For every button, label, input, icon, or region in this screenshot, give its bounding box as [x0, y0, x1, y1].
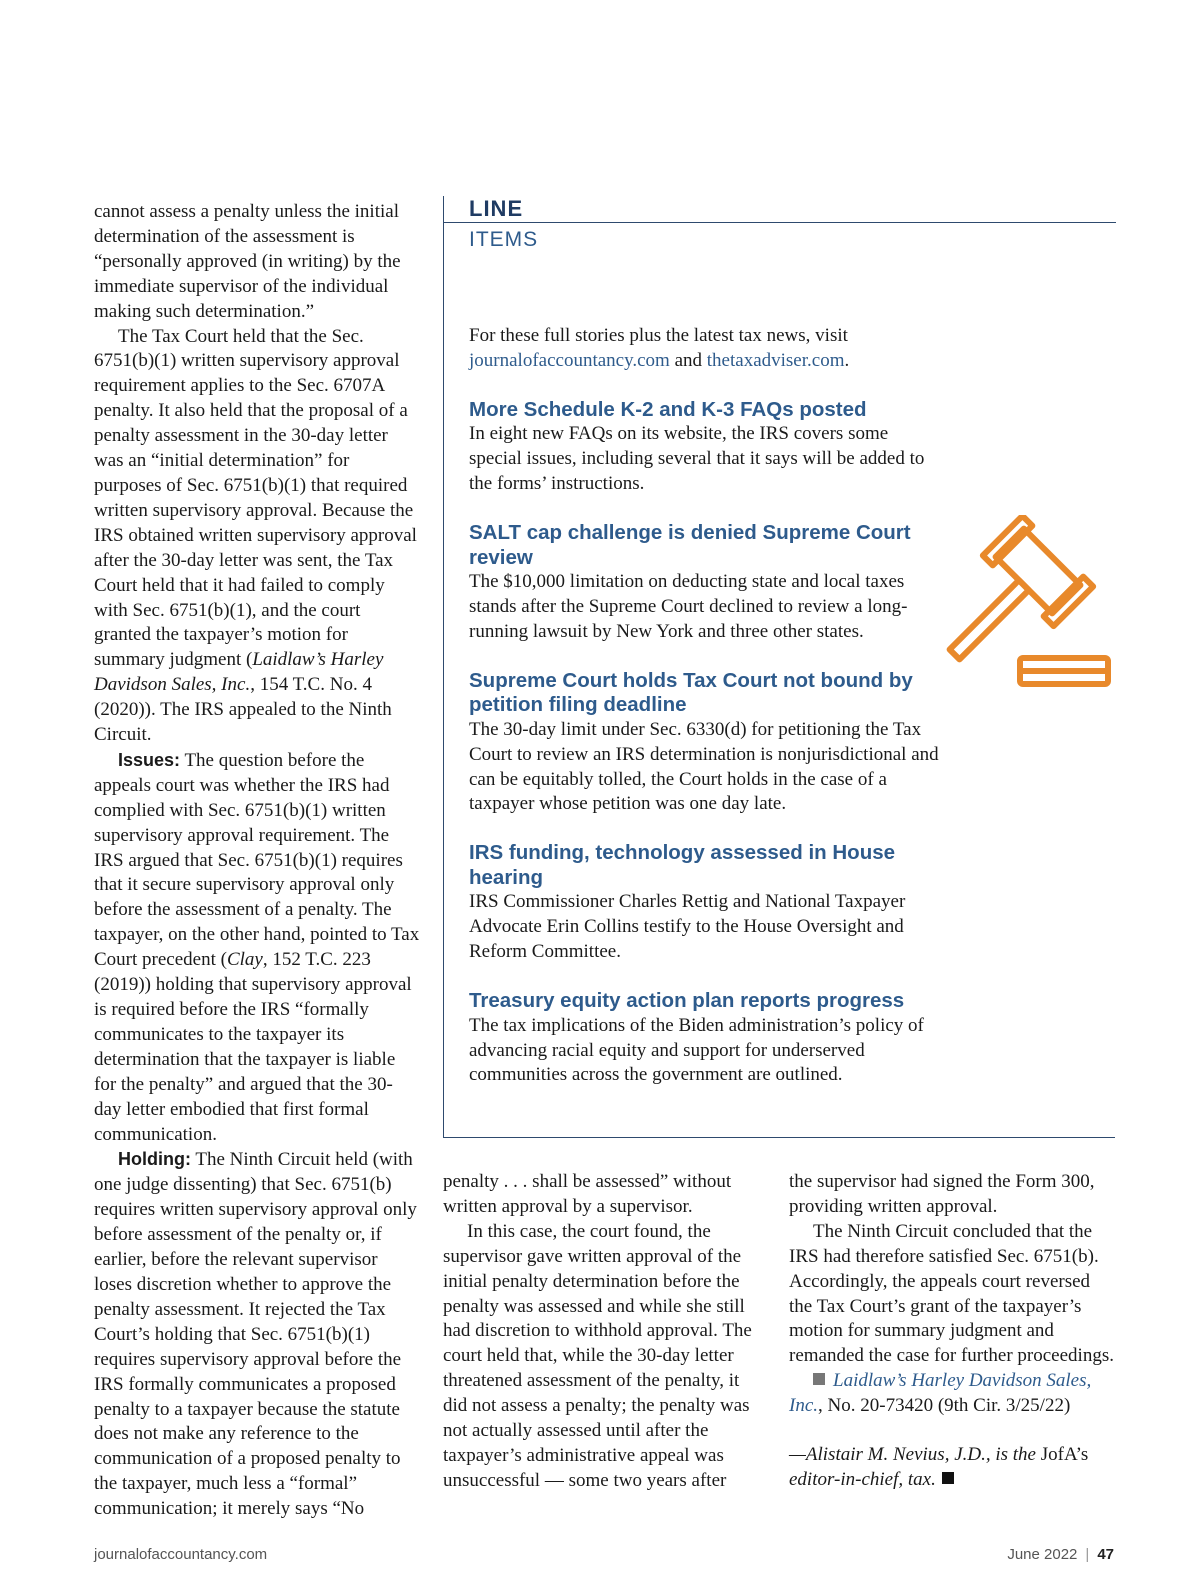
case-citation-paragraph: Laidlaw’s Harley Davidson Sales, Inc., No. 20-73420 (9th Cir. 3/25/22) [789, 1370, 1092, 1417]
gavel-head-cap-left [983, 516, 1032, 565]
article-left-column [94, 200, 420, 1522]
story-item [469, 521, 939, 645]
issues-paragraph: Issues: The question before the appeals court was whether the IRS had complied with Sec. 6751(b)(1) written supervisory approval requirement. The IRS argued that Sec. 6751(b)(1) requires that it secure supervisory approval only before the assessment of a penalty. The taxpayer, on the other hand, pointed to Tax Court precedent (Clay, 152 T.C. 223 (2019)) holding that supervisory approval is required before the IRS “formally communicates to the taxpayer its determination that the taxpayer is liable for the penalty” and argued that the 30-day letter embodied that first formal communication. [94, 749, 420, 1145]
story-item [469, 398, 939, 497]
gavel-icon [940, 515, 1115, 690]
sidebar-body [469, 324, 939, 1088]
holding-paragraph: Holding: The Ninth Circuit held (with one judge dissenting) that Sec. 6751(b) requires written supervisory approval only before assessment of the penalty or, if earlier, before the relevant supervisor loses discretion whether to approve the penalty assessment. It rejected the Tax Court’s holding that Sec. 6751(b)(1) requires supervisory approval before the IRS formally communicates a proposed penalty to a taxpayer because the statute does not make any reference to the communication of a proposed penalty to the taxpayer, much less a “formal” communication; it merely says “No [94, 1149, 417, 1520]
thetaxadviser-link[interactable]: thetaxadviser.com [706, 349, 845, 371]
gavel-head [996, 529, 1081, 614]
story-headline[interactable]: IRS funding, technology assessed in House hearing [469, 841, 896, 889]
footer-separator: | [1085, 1546, 1090, 1563]
story-headline[interactable]: More Schedule K-2 and K-3 FAQs posted [469, 397, 867, 421]
article-middle-column [443, 1170, 765, 1494]
article-right-column [789, 1170, 1115, 1493]
case-citation: Laidlaw’s Harley Davidson Sales, Inc. [94, 649, 384, 696]
story-headline[interactable]: SALT cap challenge is denied Supreme Court review [469, 521, 911, 569]
footer-page-info [1007, 1546, 1114, 1563]
author-byline: —Alistair M. Nevius, J.D., is the JofA’s editor-in-chief, tax. [789, 1444, 1089, 1490]
sidebar-intro: For these full stories plus the latest tax news, visit journalofaccountancy.com and thetaxadviser.com. [469, 325, 850, 371]
story-item [469, 841, 939, 965]
sidebar-title-line1: LINE [469, 196, 524, 221]
story-item [469, 989, 939, 1088]
case-citation: Clay [226, 949, 263, 971]
journalofaccountancy-link[interactable]: journalofaccountancy.com [469, 349, 670, 371]
story-body: In eight new FAQs on its website, the IRS covers some special issues, including several that it says will be added to the forms’ instructions. [469, 423, 925, 495]
story-body: The tax implications of the Biden administration’s policy of advancing racial equity and support for underserved communities across the government are outlined. [469, 1014, 924, 1086]
paragraph: cannot assess a penalty unless the initial determination of the assessment is “personally approved (in writing) by the immediate supervisor of the individual making such determination.” [94, 201, 401, 322]
paragraph: The Tax Court held that the Sec. 6751(b)(1) written supervisory approval requirement applies to the Sec. 6707A penalty. It also held that the proposal of a penalty assessment in the 30-day letter was an “initial determination” for purposes of Sec. 6751(b)(1) that required written supervisory approval. Because the IRS obtained written supervisory approval after the 30-day letter was sent, the Tax Court held that it had failed to comply with Sec. 6751(b)(1), and the court granted the taxpayer’s motion for summary judgment (Laidlaw’s Harley Davidson Sales, Inc., 154 T.C. No. 4 (2020)). The IRS appealed to the Ninth Circuit. [94, 325, 417, 746]
holding-label: Holding: [118, 1149, 191, 1170]
sidebar-title-line2: ITEMS [469, 228, 539, 251]
page-number: 47 [1097, 1546, 1114, 1563]
square-bullet-icon [813, 1373, 825, 1385]
case-citation: Laidlaw’s Harley Davidson Sales, Inc. [789, 1370, 1092, 1417]
paragraph: penalty . . . shall be assessed” without written approval by a supervisor. [443, 1171, 732, 1217]
paragraph: the supervisor had signed the Form 300, providing written approval. [789, 1171, 1095, 1217]
story-body: IRS Commissioner Charles Rettig and National Taxpayer Advocate Erin Collins testify to the House Oversight and Reform Committee. [469, 891, 906, 963]
story-body: The $10,000 limitation on deducting state and local taxes stands after the Supreme Court declined to review a long-running lawsuit by New York and three other states. [469, 571, 908, 642]
story-body: The 30-day limit under Sec. 6330(d) for petitioning the Tax Court to review an IRS determination is nonjurisdictional and can be equitably tolled, the Court holds in the case of a taxpayer whose petition was one day late. [469, 718, 939, 815]
story-headline[interactable]: Supreme Court holds Tax Court not bound by petition filing deadline [469, 668, 913, 717]
story-headline[interactable]: Treasury equity action plan reports progress [469, 989, 905, 1013]
gavel-handle [950, 580, 1029, 659]
issues-label: Issues: [118, 749, 181, 770]
story-item [469, 669, 939, 818]
paragraph: The Ninth Circuit concluded that the IRS had therefore satisfied Sec. 6751(b). Accordingly, the appeals court reversed the Tax Court’s grant of the taxpayer’s motion for summary judgment and remanded the case for further proceedings. [789, 1220, 1114, 1367]
paragraph: In this case, the court found, the supervisor gave written approval of the initial penalty determination before the penalty was assessed and while she still had discretion to withhold approval. The court held that, while the 30-day letter threatened assessment of the penalty, it did not assess a penalty; the penalty was not actually assessed until after the taxpayer’s administrative appeal was unsuccessful — some two years after [443, 1220, 752, 1491]
footer-date: June 2022 [1007, 1546, 1078, 1563]
footer-site: journalofaccountancy.com [94, 1546, 268, 1563]
end-mark-icon [942, 1472, 954, 1484]
sidebar-top-rule [444, 222, 1116, 223]
